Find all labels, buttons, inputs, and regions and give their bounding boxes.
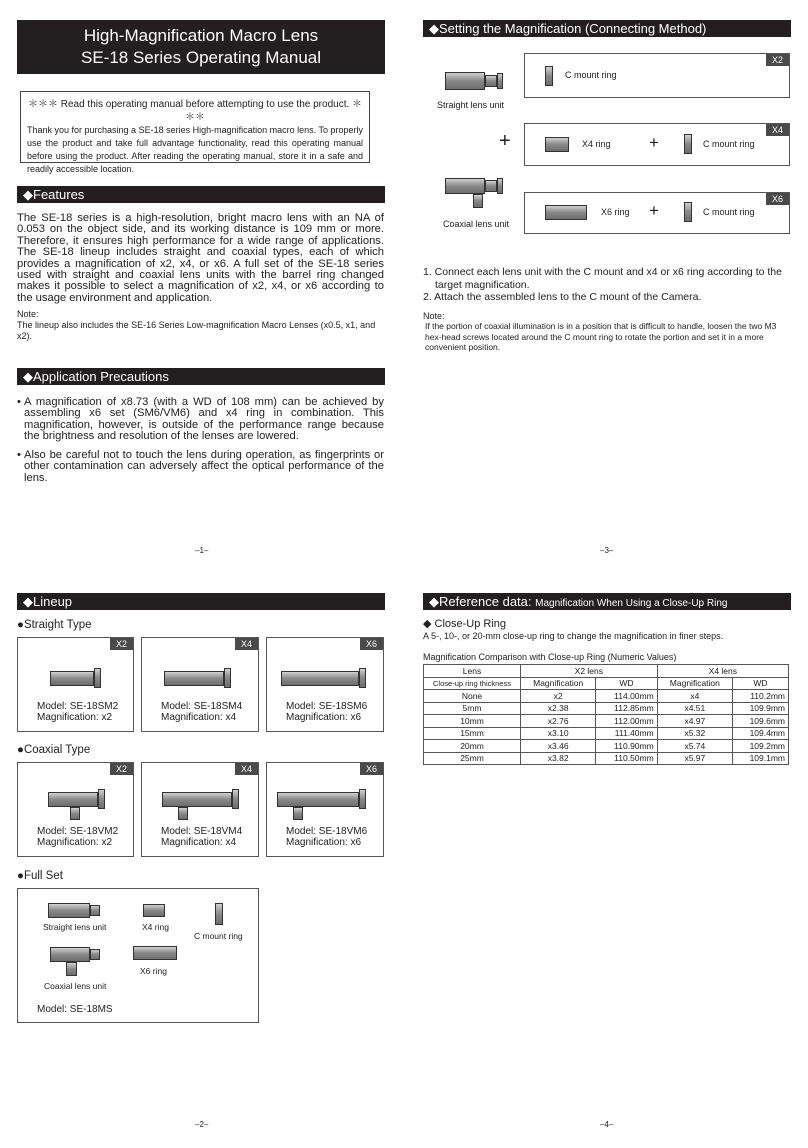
coaxial-x2-mag: Magnification: x2 [37, 837, 113, 848]
x6-tag: X6 [766, 193, 789, 205]
x4-plus: + [649, 133, 659, 152]
fullset-straight-label: Straight lens unit [43, 922, 107, 932]
cell: x2.76 [521, 715, 596, 728]
cell: x4.51 [657, 702, 732, 715]
fullset-c-mount-icon [215, 903, 223, 925]
x6-c-mount-label: C mount ring [703, 207, 755, 217]
x6-ring-label: X6 ring [601, 207, 630, 217]
straight-type-heading: ●Straight Type [17, 619, 92, 631]
straight-x4-model: Model: SE-18SM4 [161, 701, 243, 712]
hdr-x4-lens: X4 lens [657, 665, 788, 678]
table-row [424, 715, 789, 728]
c-mount-ring-illustration [545, 66, 553, 86]
full-set-box [17, 888, 259, 1023]
table-row [424, 690, 789, 703]
fullset-x6-icon [133, 946, 177, 960]
fullset-coaxial-tip-icon [90, 949, 100, 960]
table-header-row-2 [424, 677, 789, 690]
table-row [424, 727, 789, 740]
straight-x6-ring-icon [359, 668, 366, 688]
straight-lens-illustration [445, 70, 505, 92]
hdr-x2-lens: X2 lens [521, 665, 658, 678]
precaution-text-2: Also be careful not to touch the lens during operation, as fingerprints or other contamination can adversely affect the optical performance of the lens. [24, 449, 384, 484]
page-number-3: –3– [600, 546, 614, 555]
x2-tag: X2 [766, 54, 789, 66]
setting-x2-box [524, 53, 790, 98]
coaxial-x6-tag: X6 [360, 763, 383, 775]
full-set-heading: ●Full Set [17, 870, 63, 882]
coaxial-x2-tag: X2 [110, 763, 133, 775]
manual-title [17, 20, 385, 74]
cell: x2 [521, 690, 596, 703]
features-heading: ◆Features [17, 186, 385, 203]
fullset-straight-tip-icon [90, 905, 100, 916]
setting-x4-box [524, 123, 790, 166]
hdr-x4-mag: Magnification [657, 677, 732, 690]
lineup-coaxial-x6 [266, 762, 384, 857]
straight-x2-lens-icon [50, 671, 94, 686]
fullset-coaxial-label: Coaxial lens unit [44, 981, 107, 991]
fullset-coaxial-icon [50, 947, 90, 962]
closeup-title: ◆ Close-Up Ring [423, 618, 507, 630]
hdr-lens: Lens [424, 665, 521, 678]
plus-symbol: + [499, 130, 511, 152]
hdr-thickness: Close-up ring thickness [424, 677, 521, 690]
setting-note-label: Note: [423, 311, 445, 321]
precaution-item-1: • A magnification of x8.73 (with a WD of 108 mm) can be achieved by assembling x6 set (SM6/VM6) and x4 ring in combination. This magnification, however, is outside of the performance range because the brightness and resolution of the lenses are lowered. [17, 396, 384, 443]
closeup-text: A 5-, 10-, or 20-mm close-up ring to change the magnification in finer steps. [423, 631, 724, 641]
lineup-straight-x2 [17, 637, 134, 732]
x4-c-mount-illustration [684, 134, 692, 154]
x2-c-mount-label: C mount ring [565, 70, 617, 80]
features-note-text: The lineup also includes the SE-16 Series Low-magnification Macro Lenses (x0.5, x1, and x2). [17, 320, 376, 341]
fullset-x4-label: X4 ring [142, 922, 169, 932]
coaxial-x2-model: Model: SE-18VM2 [37, 826, 119, 837]
coaxial-x6-mag: Magnification: x6 [286, 837, 362, 848]
cell: 114.00mm [596, 690, 657, 703]
notice-body: Thank you for purchasing a SE-18 series High-magnification macro lens. To properly use the product and take full advantage functionality, read this operating manual before using the product. After reading the operating manual, store it in a safe and readily accessible location. [27, 125, 363, 174]
straight-x2-mag: Magnification: x2 [37, 712, 113, 723]
setting-x6-box [524, 192, 790, 234]
features-note-label: Note: [17, 309, 39, 319]
cell: 112.85mm [596, 702, 657, 715]
cell: 109.4mm [733, 727, 789, 740]
lineup-heading: ◆Lineup [17, 593, 385, 610]
coaxial-x6-ring-icon [359, 789, 366, 809]
cell: 20mm [424, 740, 521, 753]
cell: 110.50mm [596, 752, 657, 765]
reference-table [423, 664, 789, 765]
setting-heading: ◆Setting the Magnification (Connecting Method) [423, 20, 791, 37]
cell: 111.40mm [596, 727, 657, 740]
x6-c-mount-illustration [684, 202, 692, 222]
cell: x4.97 [657, 715, 732, 728]
cell: x3.46 [521, 740, 596, 753]
cell: 109.1mm [733, 752, 789, 765]
cell: x5.32 [657, 727, 732, 740]
table-title: Magnification Comparison with Close-up Ring (Numeric Values) [423, 652, 677, 662]
cell: 10mm [424, 715, 521, 728]
straight-x4-tag: X4 [235, 638, 258, 650]
fullset-model: Model: SE-18MS [37, 1004, 113, 1015]
lineup-straight-x6 [266, 637, 384, 732]
table-row [424, 740, 789, 753]
coaxial-type-heading: ●Coaxial Type [17, 744, 91, 756]
setting-step-2: 2. Attach the assembled lens to the C mount of the Camera. [423, 291, 702, 303]
coaxial-lens-label: Coaxial lens unit [443, 219, 510, 229]
cell: 109.6mm [733, 715, 789, 728]
straight-x2-tag: X2 [110, 638, 133, 650]
cell: x3.10 [521, 727, 596, 740]
setting-steps [423, 266, 791, 304]
cell: x4 [657, 690, 732, 703]
coaxial-x6-model: Model: SE-18VM6 [286, 826, 368, 837]
cell: 109.2mm [733, 740, 789, 753]
page-number-2: –2– [195, 1120, 209, 1129]
cell: 110.90mm [596, 740, 657, 753]
cell: 112.00mm [596, 715, 657, 728]
cell: 25mm [424, 752, 521, 765]
table-row [424, 752, 789, 765]
notice-box [20, 91, 370, 174]
coaxial-x2-lens-icon [48, 792, 98, 807]
coaxial-lens-illustration [445, 176, 505, 216]
cell: 15mm [424, 727, 521, 740]
straight-x2-model: Model: SE-18SM2 [37, 701, 119, 712]
cell: 110.2mm [733, 690, 789, 703]
notice-header: ＊＊＊ Read this operating manual before attempting to use the product. ＊＊＊ [27, 99, 363, 123]
straight-lens-label: Straight lens unit [437, 100, 505, 110]
straight-x6-lens-icon [281, 671, 359, 686]
reference-heading-sub: Magnification When Using a Close-Up Ring [535, 598, 728, 609]
x6-ring-illustration [545, 205, 587, 220]
title-line-2: SE-18 Series Operating Manual [80, 48, 322, 67]
lineup-coaxial-x2 [17, 762, 134, 857]
coaxial-x4-model: Model: SE-18VM4 [161, 826, 243, 837]
coaxial-x2-port-icon [70, 807, 80, 820]
coaxial-x6-lens-icon [277, 792, 359, 807]
straight-x6-mag: Magnification: x6 [286, 712, 362, 723]
coaxial-x2-ring-icon [98, 789, 105, 809]
setting-step-1: 1. Connect each lens unit with the C mount and x4 or x6 ring according to the target magnification. [423, 266, 782, 291]
coaxial-x4-mag: Magnification: x4 [161, 837, 237, 848]
cell: 5mm [424, 702, 521, 715]
fullset-straight-icon [48, 903, 90, 918]
x4-ring-illustration [545, 137, 569, 152]
reference-heading [423, 593, 791, 610]
title-line-1: High-Magnification Macro Lens [83, 26, 319, 45]
table-row [424, 702, 789, 715]
coaxial-x4-tag: X4 [235, 763, 258, 775]
fullset-x6-label: X6 ring [140, 966, 167, 976]
fullset-x4-icon [143, 904, 165, 917]
hdr-x2-mag: Magnification [521, 677, 596, 690]
hdr-x4-wd: WD [733, 677, 789, 690]
hdr-x2-wd: WD [596, 677, 657, 690]
page-number-1: –1– [195, 546, 209, 555]
straight-x4-ring-icon [224, 668, 231, 688]
cell: x3.82 [521, 752, 596, 765]
reference-heading-main: ◆Reference data: [429, 594, 532, 609]
page-number-4: –4– [600, 1120, 614, 1129]
lineup-straight-x4 [141, 637, 259, 732]
straight-x4-mag: Magnification: x4 [161, 712, 237, 723]
fullset-c-mount-label: C mount ring [194, 931, 243, 941]
straight-x6-model: Model: SE-18SM6 [286, 701, 368, 712]
straight-x6-tag: X6 [360, 638, 383, 650]
precaution-text-1: A magnification of x8.73 (with a WD of 108 mm) can be achieved by assembling x6 set (SM6/VM6) and x4 ring in combination. This magnification, however, is outside of the performance range because the brightness and resolution of the lenses are lowered. [24, 396, 384, 443]
coaxial-x4-port-icon [178, 807, 188, 820]
setting-note-text: If the portion of coaxial illumination is in a position that is difficult to handle, loosen the two M3 hex-head screws located around the C mount ring to rotate the portion and set it in a more convenient position. [425, 321, 777, 352]
precaution-item-2: • Also be careful not to touch the lens during operation, as fingerprints or other contamination can adversely affect the optical performance of the lens. [17, 449, 384, 484]
x4-c-mount-label: C mount ring [703, 139, 755, 149]
coaxial-x4-ring-icon [232, 789, 239, 809]
precautions-heading: ◆Application Precautions [17, 368, 385, 385]
lineup-coaxial-x4 [141, 762, 259, 857]
x4-ring-label: X4 ring [582, 139, 611, 149]
straight-x2-ring-icon [94, 668, 101, 688]
x6-plus: + [649, 201, 659, 220]
coaxial-x4-lens-icon [162, 792, 232, 807]
cell: x5.74 [657, 740, 732, 753]
cell: None [424, 690, 521, 703]
x4-tag: X4 [766, 124, 789, 136]
table-header-row-1 [424, 665, 789, 678]
cell: x2.38 [521, 702, 596, 715]
straight-x4-lens-icon [164, 671, 224, 686]
cell: x5.97 [657, 752, 732, 765]
features-text: The SE-18 series is a high-resolution, bright macro lens with an NA of 0.053 on the object side, and its working distance is 109 mm or more. Therefore, it ensures high performance for a wide range of applications. The SE-18 lineup includes straight and coaxial types, each of which provides a magnification of x2, x4, or x6. A full set of the SE-18 series used with straight and coaxial lens units with the barrel ring changed makes it possible to select a magnification of x2, x4, or x6 according to the usage environment and application. [17, 212, 384, 304]
cell: 109.9mm [733, 702, 789, 715]
fullset-coaxial-port-icon [66, 962, 77, 976]
coaxial-x6-port-icon [293, 807, 303, 820]
